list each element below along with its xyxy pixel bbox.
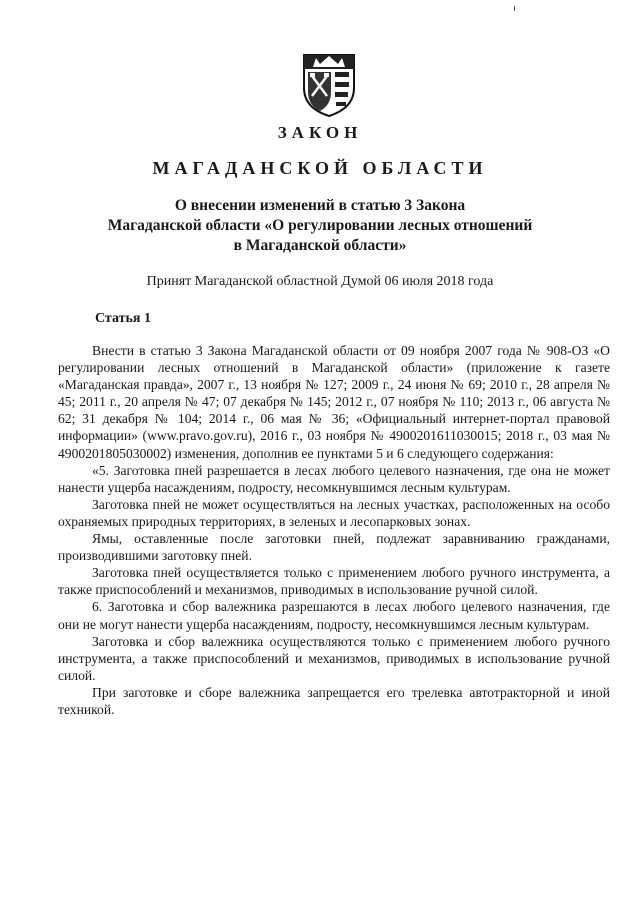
paragraph: Заготовка пней осуществляется только с применением любого ручного инструмента, а также приспособлений и механизмов, приводимых в использование ручной силой. <box>58 565 610 598</box>
paragraph: «5. Заготовка пней разрешается в лесах любого целевого назначения, где она не может нанести ущерба насаждениям, подросту, несомкнувшимся лесным культурам. <box>58 462 610 495</box>
subject-line: в Магаданской области» <box>233 237 407 254</box>
article-body <box>58 342 610 718</box>
article-heading: Статья 1 <box>95 311 151 326</box>
adoption-note: Принят Магаданской областной Думой 06 июля 2018 года <box>146 274 494 289</box>
paragraph: Ямы, оставленные после заготовки пней, подлежат заравниванию гражданами, производившими заготовку пней. <box>58 531 610 564</box>
magadan-coat-of-arms-icon <box>302 52 356 118</box>
paragraph: 6. Заготовка и сбор валежника разрешаются в лесах любого целевого назначения, где они не могут нанести ущерба насаждениям, подросту, несомкнувшимся лесным культурам. <box>58 599 610 632</box>
subject-line: Магаданской области «О регулировании лесных отношений <box>107 217 533 234</box>
subject-line: О внесении изменений в статью 3 Закона <box>174 197 466 214</box>
law-subject <box>70 196 570 256</box>
scan-mark <box>514 6 515 11</box>
paragraph: Заготовка и сбор валежника осуществляются только с применением любого ручного инструмента, а также приспособлений и механизмов, приводимых в использование ручной силой. <box>58 633 610 683</box>
paragraph: Заготовка пней не может осуществляться на лесных участках, расположенных на особо охраняемых природных территориях, в зеленых и лесопарковых зонах. <box>58 496 610 529</box>
paragraph: Внести в статью 3 Закона Магаданской области от 09 ноября 2007 года № 908-ОЗ «О регулировании лесных отношений в Магаданской области» (приложение к газете «Магаданская правда», 2007 г., 13 ноября № 127; 2009 г., 24 июня № 69; 2010 г., 28 апреля № 45; 2011 г., 20 апреля № 47; 07 декабря № 145; 2012 г., 07 ноября № 110; 2013 г., 06 августа № 62; 31 декабря № 104; 2014 г., 06 мая № 36; «Официальный интернет-портал правовой информации» (www.pravo.gov.ru), 2016 г., 03 ноября № 4900201611030015; 2018 г., 03 мая № 4900201805030002) изменения, дополнив ее пунктами 5 и 6 следующего содержания: <box>58 343 610 461</box>
region-title: МАГАДАНСКОЙ ОБЛАСТИ <box>152 158 488 178</box>
paragraph: При заготовке и сборе валежника запрещается его трелевка автотракторной и иной техникой. <box>58 684 610 717</box>
law-title: ЗАКОН <box>277 123 363 142</box>
